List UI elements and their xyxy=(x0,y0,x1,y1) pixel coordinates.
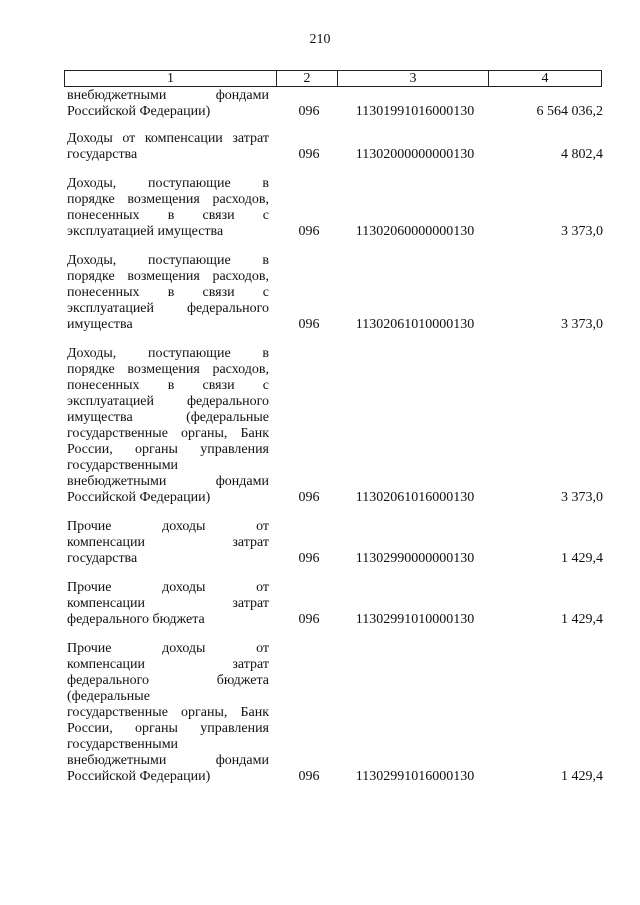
revenue-name xyxy=(67,131,269,163)
revenue-name-line: России, органы управления xyxy=(67,721,269,736)
classification-code: 11302990000000130 xyxy=(355,551,475,566)
classification-code: 11302991016000130 xyxy=(355,769,475,784)
revenue-name-line: государственные органы, Банк xyxy=(67,426,269,441)
column-header-1: 1 xyxy=(65,71,277,86)
revenue-name-line: компенсации затрат xyxy=(67,535,269,550)
revenue-name-line: понесенных в связи с xyxy=(67,285,269,300)
revenue-name-line: эксплуатацией федерального xyxy=(67,301,269,316)
revenue-name-line: Прочие доходы от xyxy=(67,580,269,595)
amount: 1 429,4 xyxy=(561,551,603,566)
revenue-name-line: имущества xyxy=(67,317,133,332)
amount: 1 429,4 xyxy=(561,612,603,627)
revenue-name-line: государственные органы, Банк xyxy=(67,705,269,720)
revenue-name-line: государственными xyxy=(67,458,179,473)
revenue-name-line: Доходы, поступающие в xyxy=(67,346,269,361)
revenue-name-line: Российской Федерации) xyxy=(67,104,211,119)
table-row xyxy=(0,641,640,785)
table-body xyxy=(0,88,640,798)
revenue-name-line: эксплуатацией имущества xyxy=(67,224,224,239)
amount: 1 429,4 xyxy=(561,769,603,784)
revenue-name-line: Доходы от компенсации затрат xyxy=(67,131,269,146)
column-header-3: 3 xyxy=(338,71,489,86)
table-row xyxy=(0,253,640,333)
revenue-name xyxy=(67,519,269,567)
classification-code: 11301991016000130 xyxy=(355,104,475,119)
revenue-name-line: порядке возмещения расходов, xyxy=(67,192,269,207)
revenue-name-line: компенсации затрат xyxy=(67,596,269,611)
table-row xyxy=(0,131,640,163)
revenue-name xyxy=(67,641,269,785)
revenue-name-line: Российской Федерации) xyxy=(67,769,211,784)
revenue-name-line: (федеральные xyxy=(67,689,150,704)
table-row xyxy=(0,176,640,240)
admin-code: 096 xyxy=(298,147,320,162)
column-header-4: 4 xyxy=(541,71,549,86)
amount: 3 373,0 xyxy=(561,317,603,332)
amount: 3 373,0 xyxy=(561,224,603,239)
admin-code: 096 xyxy=(298,104,320,119)
revenue-name-line: порядке возмещения расходов, xyxy=(67,269,269,284)
table-row xyxy=(0,346,640,506)
admin-code: 096 xyxy=(298,490,320,505)
revenue-name-line: Доходы, поступающие в xyxy=(67,253,269,268)
table-row xyxy=(0,519,640,567)
revenue-name-line: внебюджетными фондами xyxy=(67,88,269,103)
revenue-name xyxy=(67,580,269,628)
admin-code: 096 xyxy=(298,317,320,332)
revenue-name-line: государства xyxy=(67,551,138,566)
revenue-name-line: понесенных в связи с xyxy=(67,378,269,393)
revenue-name-line: эксплуатацией федерального xyxy=(67,394,269,409)
revenue-name-line: внебюджетными фондами xyxy=(67,474,269,489)
revenue-name xyxy=(67,88,269,120)
revenue-name-line: России, органы управления xyxy=(67,442,269,457)
admin-code: 096 xyxy=(298,612,320,627)
column-header-2: 2 xyxy=(277,71,338,86)
revenue-name-line: имущества (федеральные xyxy=(67,410,269,425)
revenue-name-line: компенсации затрат xyxy=(67,657,269,672)
revenue-name xyxy=(67,176,269,240)
classification-code: 11302061010000130 xyxy=(355,317,475,332)
admin-code: 096 xyxy=(298,551,320,566)
revenue-name-line: Прочие доходы от xyxy=(67,641,269,656)
classification-code: 11302991010000130 xyxy=(355,612,475,627)
classification-code: 11302061016000130 xyxy=(355,490,475,505)
revenue-name-line: государственными xyxy=(67,737,179,752)
admin-code: 096 xyxy=(298,769,320,784)
revenue-name-line: Российской Федерации) xyxy=(67,490,211,505)
amount: 4 802,4 xyxy=(561,147,603,162)
table-header xyxy=(64,70,602,87)
revenue-name-line: Прочие доходы от xyxy=(67,519,269,534)
amount: 3 373,0 xyxy=(561,490,603,505)
revenue-name-line: порядке возмещения расходов, xyxy=(67,362,269,377)
revenue-name-line: внебюджетными фондами xyxy=(67,753,269,768)
amount: 6 564 036,2 xyxy=(536,104,603,119)
classification-code: 11302060000000130 xyxy=(355,224,475,239)
page-number: 210 xyxy=(309,32,331,47)
table-row xyxy=(0,580,640,628)
revenue-name-line: понесенных в связи с xyxy=(67,208,269,223)
admin-code: 096 xyxy=(298,224,320,239)
revenue-name-line: Доходы, поступающие в xyxy=(67,176,269,191)
revenue-name-line: федерального бюджета xyxy=(67,612,205,627)
revenue-name xyxy=(67,346,269,506)
revenue-name-line: федерального бюджета xyxy=(67,673,269,688)
classification-code: 11302000000000130 xyxy=(355,147,475,162)
revenue-name-line: государства xyxy=(67,147,138,162)
revenue-name xyxy=(67,253,269,333)
table-row xyxy=(0,88,640,120)
